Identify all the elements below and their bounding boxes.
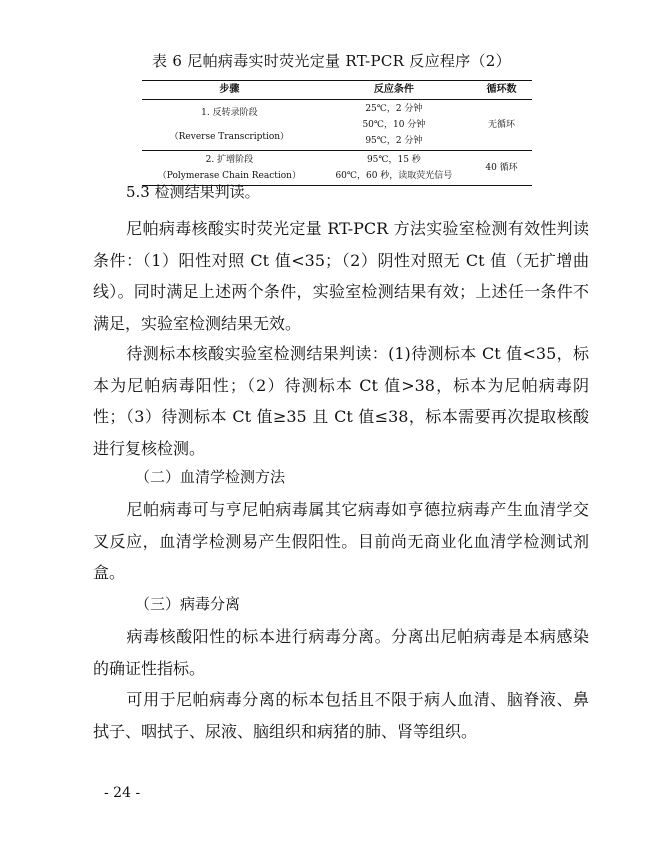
paragraph-text: 病毒核酸阳性的标本进行病毒分离。分离出尼帕病毒是本病感染的确证性指标。	[93, 627, 589, 678]
step-name: 1. 反转录阶段	[201, 108, 258, 118]
conditions-cell	[317, 151, 471, 186]
paragraph-text: 待测标本核酸实验室检测结果判读：(1)待测标本 Ct 值<35，标本为尼帕病毒阳性；（2）待测标本 Ct 值>38，标本为尼帕病毒阴性；（3）待测标本 Ct 值≥35 且 Ct 值≤38，标本需要再次提取核酸进行复核检测。	[93, 344, 589, 459]
heading-serology: （二）血清学检测方法	[135, 468, 286, 486]
step-name: 2. 扩增阶段	[205, 155, 254, 165]
paragraph-serology	[93, 494, 589, 589]
step-name-en: （Polymerase Chain Reaction）	[157, 171, 301, 181]
header-cycles: 循环数	[471, 81, 532, 100]
paragraph-validity	[93, 213, 589, 340]
paragraph-text: 可用于尼帕病毒分离的标本包括且不限于病人血清、脑脊液、鼻拭子、咽拭子、尿液、脑组织和病猪的肺、肾等组织。	[93, 690, 589, 741]
rt-pcr-program-table	[142, 80, 532, 186]
section-heading-5-3: 5.3 检测结果判读。	[126, 183, 260, 201]
table-row	[142, 100, 532, 151]
page-number: - 24 -	[104, 785, 141, 801]
step-cell	[142, 100, 317, 151]
condition-item: 95℃，15 秒	[366, 155, 421, 165]
cycles-cell: 无循环	[488, 120, 516, 130]
table-header-row	[142, 81, 532, 100]
condition-item: 95℃，2 分钟	[365, 136, 423, 146]
condition-item: 50℃，10 分钟	[362, 120, 426, 130]
header-conditions: 反应条件	[317, 81, 471, 100]
heading-virus-isolation: （三）病毒分离	[135, 595, 241, 613]
paragraph-isolation	[93, 621, 589, 684]
header-step: 步骤	[142, 81, 317, 100]
conditions-cell	[317, 100, 471, 151]
paragraph-text: 尼帕病毒可与亨尼帕病毒属其它病毒如亨德拉病毒产生血清学交叉反应，血清学检测易产生假阳性。目前尚无商业化血清学检测试剂盒。	[93, 500, 589, 583]
condition-item: 25℃，2 分钟	[365, 104, 423, 114]
paragraph-specimens	[93, 684, 589, 747]
cycles-cell: 40 循环	[471, 151, 532, 186]
table-caption: 表 6 尼帕病毒实时荧光定量 RT-PCR 反应程序（2）	[152, 52, 511, 70]
paragraph-text: 尼帕病毒核酸实时荧光定量 RT-PCR 方法实验室检测有效性判读条件：（1）阳性对照 Ct 值<35；（2）阴性对照无 Ct 值（无扩增曲线）。同时满足上述两个条件，实验室检测结果有效；上述任一条件不满足，实验室检测结果无效。	[93, 219, 589, 334]
step-name-en: （Reverse Transcription）	[169, 132, 290, 142]
condition-item: 60℃，60 秒，读取荧光信号	[335, 171, 453, 181]
paragraph-interpretation	[93, 338, 589, 465]
